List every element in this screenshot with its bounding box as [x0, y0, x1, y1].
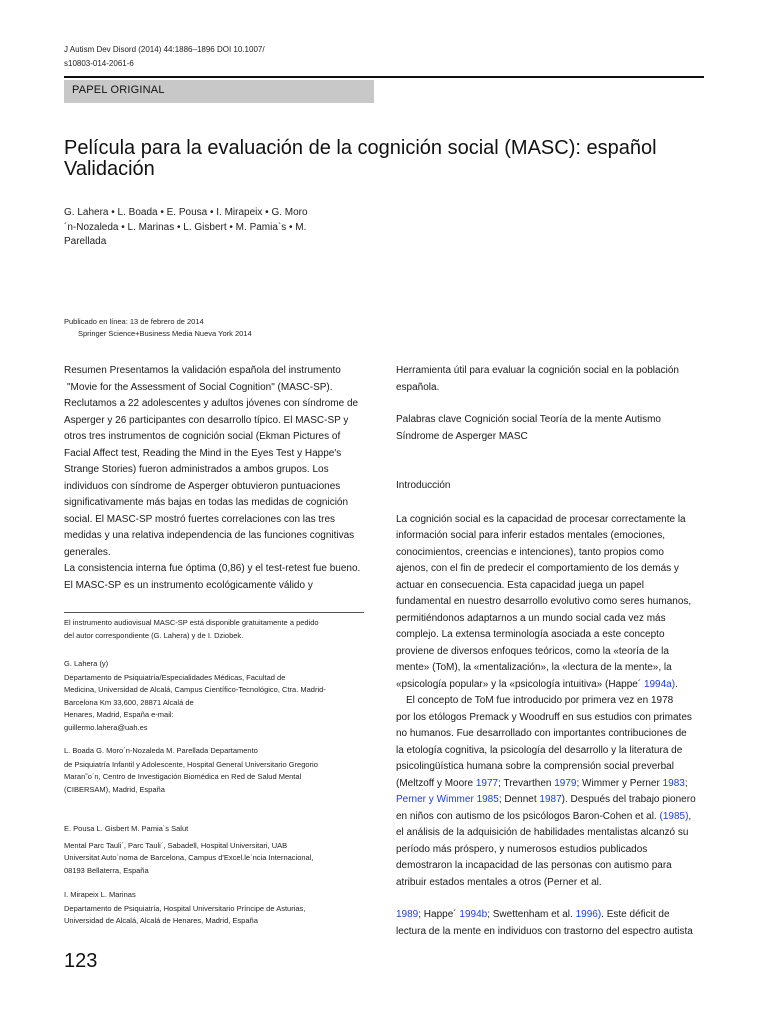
affiliation-block — [64, 745, 364, 796]
section-label: PAPEL ORIGINAL — [72, 84, 165, 96]
abstract-line: social. El MASC-SP mostró fuertes correlaciones con las tres — [64, 513, 336, 525]
keywords — [396, 412, 706, 445]
abstract-line: española. — [396, 381, 440, 393]
citation-link[interactable]: 1985 — [476, 794, 499, 805]
body-line: ajenos, con el fin de predecir el comportamiento de los demás y — [396, 563, 679, 574]
page-number: 123 — [64, 950, 98, 972]
affiliation-block — [64, 889, 364, 928]
abstract-line: generales. — [64, 546, 111, 558]
body-line: atribuir estados mentales a otros (Perner et al. — [396, 876, 602, 888]
author-line: G. Lahera • L. Boada • E. Pousa • I. Mirapeix • G. Moro — [64, 207, 308, 218]
title-line: Validación — [64, 158, 155, 180]
keywords-line: Palabras clave Cognición social Teoría de la mente Autismo — [396, 414, 661, 425]
affiliation-line: Departamento de Psiquiatría/Especialidades Médicas, Facultad de — [64, 672, 286, 682]
intro-paragraph-1 — [396, 512, 706, 694]
affiliation-line: Departamento de Psiquiatría, Hospital Universitario Príncipe de Asturias, — [64, 903, 306, 913]
abstract-line: La consistencia interna fue óptima (0,86) y el test-retest fue bueno. — [64, 563, 361, 574]
body-line — [396, 907, 706, 924]
intro-paragraph-2 — [396, 693, 706, 891]
author-line: Parellada — [64, 236, 107, 247]
affiliation-line: Henares, Madrid, España e-mail: — [64, 710, 174, 719]
intro-paragraph-3 — [396, 907, 706, 940]
abstract-line: "Movie for the Assessment of Social Cognition" (MASC-SP). — [67, 381, 333, 393]
abstract-line: Facial Affect test, Reading the Mind in the Eyes Test y Happe's — [64, 447, 342, 459]
affiliation-line: 08193 Bellaterra, España — [64, 865, 149, 875]
body-line: El concepto de ToM fue introducido por primera vez en 1978 — [406, 695, 674, 706]
affiliation-block — [64, 658, 364, 734]
body-text: «psicología popular» y la «psicología intuitiva» (Happe´ — [396, 678, 644, 690]
abstract-line: Strange Stories) fueron administrados a ambos grupos. Los — [64, 464, 329, 475]
citation-link[interactable]: 1987 — [539, 794, 562, 805]
affiliation-line: (CIBERSAM), Madrid, España — [64, 784, 165, 794]
publisher-line: Springer Science+Business Media Nueva York 2014 — [78, 329, 252, 338]
header-rule — [64, 76, 704, 78]
abstract-line: Resumen Presentamos la validación española del instrumento — [64, 365, 341, 376]
body-text: . — [675, 678, 678, 690]
abstract-line: Herramienta útil para evaluar la cognición social en la población — [396, 365, 679, 376]
abstract-line: Asperger y 26 participantes con desarrollo típico. El MASC-SP y — [64, 414, 349, 426]
body-line — [396, 809, 706, 826]
right-column — [396, 363, 706, 940]
body-line: información social para inferir estados mentales (emociones, — [396, 530, 666, 541]
body-line: el análisis de la adquisición de habilidades mentalistas alcanzó su — [396, 827, 689, 838]
citation-link[interactable]: 1994a) — [643, 678, 676, 690]
body-line: La cognición social es la capacidad de procesar correctamente la — [396, 513, 686, 525]
citation-link[interactable]: 1983 — [662, 777, 685, 789]
body-line: por los etólogos Premack y Woodruff en sus estudios con primates — [396, 711, 692, 723]
author-list — [64, 206, 394, 250]
affiliation-names: L. Boada G. Moro´n-Nozaleda M. Parellada Departamento — [64, 746, 258, 755]
affiliation-line: Mental Parc Tauli´, Parc Tauli´, Sabadell, Hospital Universitari, UAB — [64, 840, 288, 850]
body-text: , — [688, 810, 692, 822]
abstract — [64, 363, 364, 594]
affiliation-line: Maran˜o´n, Centro de Investigación Biomédica en Red de Salud Mental — [64, 772, 302, 781]
article-title — [64, 138, 704, 180]
left-column — [64, 363, 364, 594]
affiliation-line: Universitat Auto`noma de Barcelona, Campus d'Excel.le`ncia Internacional, — [64, 853, 314, 862]
citation-link[interactable]: 1979 — [554, 777, 577, 789]
doi-line: s10803-014-2061-6 — [64, 59, 134, 68]
body-text: en niños con autismo de los psicólogos Baron-Cohen et al. — [396, 810, 660, 822]
affiliation-line: Universidad de Alcalá, Alcalá de Henares, Madrid, España — [64, 916, 258, 925]
body-text: ; Dennet — [498, 794, 540, 805]
affiliation-names: E. Pousa L. Gisbert M. Pamia`s Salut — [64, 824, 189, 833]
publication-info — [64, 316, 252, 340]
body-text: ; Swettenham et al. — [487, 909, 576, 920]
journal-reference — [64, 43, 265, 71]
body-line: lectura de la mente en individuos con trastorno del espectro autista — [396, 925, 693, 937]
abstract-line: medidas y una relativa independencia de las funciones cognitivas — [64, 530, 355, 541]
affiliation-block — [64, 823, 364, 877]
body-text: ; Happe´ — [418, 909, 460, 920]
abstract-line: individuos con síndrome de Asperger obtuvieron puntuaciones — [64, 480, 341, 492]
abstract-line: Reclutamos a 22 adolescentes y adultos jóvenes con síndrome de — [64, 398, 359, 409]
footnote-line: del autor correspondiente (G. Lahera) y de I. Dziobek. — [64, 630, 244, 640]
body-line: la etología cognitiva, la psicología del desarrollo y la literatura de — [396, 744, 683, 756]
intro-heading: Introducción — [396, 480, 451, 491]
body-line: actuar en consecuencia. Esta capacidad juega un papel — [396, 579, 644, 591]
affiliation-email: guillermo.lahera@uah.es — [64, 722, 148, 732]
keywords-line: Síndrome de Asperger MASC — [396, 430, 528, 442]
citation-link[interactable]: 1994b — [459, 909, 488, 920]
body-line: proviene de diversos enfoques teóricos, como la «teoría de la — [396, 645, 669, 657]
footnote — [64, 617, 364, 642]
title-line: Película para la evaluación de la cognición social (MASC): español — [64, 137, 657, 159]
citation-link[interactable]: 1996) — [575, 909, 602, 920]
citation-link[interactable]: (1985) — [659, 810, 689, 822]
affiliation-line: de Psiquiatría Infantil y Adolescente, Hospital General Universitario Gregorio — [64, 759, 318, 769]
abstract-end — [396, 363, 706, 396]
body-line: no humanos. Fue desarrollado con importantes contribuciones de — [396, 728, 687, 739]
citation-link[interactable]: 1977 — [475, 777, 499, 789]
footnote-rule — [64, 612, 364, 613]
affiliation-line: Medicina, Universidad de Alcalá, Campus Científico-Tecnológico, Ctra. Madrid- — [64, 685, 326, 694]
body-text: ; Wimmer y Perner — [576, 777, 663, 789]
affiliation-names: G. Lahera (y) — [64, 659, 109, 668]
body-line: psicolingüística humana sobre la comprensión social preverbal — [396, 761, 674, 772]
affiliation-line: Barcelona Km 33,600, 28871 Alcalá de — [64, 697, 194, 707]
body-line: complejo. La extensa terminología asociada a este concepto — [396, 629, 665, 640]
body-line: fundamental en nuestro desarrollo evolutivo como seres humanos, — [396, 596, 692, 607]
online-date: Publicado en línea: 13 de febrero de 2014 — [64, 317, 204, 326]
body-line: permitiéndonos adaptarnos a un mundo social cada vez más — [396, 612, 666, 624]
body-text: ; — [684, 777, 688, 789]
body-line — [396, 776, 706, 793]
body-text: . Este déficit de — [601, 909, 670, 920]
abstract-line: otros tres instrumentos de cognición social (Ekman Pictures of — [64, 431, 341, 442]
affiliation-names: I. Mirapeix L. Marinas — [64, 890, 136, 899]
abstract-line: El MASC-SP es un instrumento ecológicamente válido y — [64, 579, 313, 591]
body-text: (Meltzoff y Moore — [396, 777, 476, 789]
footnote-line: El instrumento audiovisual MASC-SP está disponible gratuitamente a pedido — [64, 618, 319, 627]
body-line: conocimientos, creencias e intenciones), tanto propios como — [396, 546, 664, 558]
author-line: ´n-Nozaleda • L. Marinas • L. Gisbert • M. Pamia`s • M. — [64, 221, 307, 233]
abstract-line: significativamente más bajas en todas las medidas de cognición — [64, 497, 349, 508]
body-text: ). Después del trabajo pionero — [561, 794, 696, 805]
body-text: ; Trevarthen — [498, 777, 555, 789]
citation-link[interactable]: 1989 — [396, 909, 419, 920]
body-line: período más próspero, y numerosos estudios publicados — [396, 843, 648, 855]
body-line: mente» (ToM), la «mentalización», la «lectura de la mente», la — [396, 662, 672, 673]
section-band — [64, 80, 374, 103]
citation-link[interactable]: Perner y Wimmer — [396, 794, 477, 805]
body-line — [396, 677, 706, 694]
journal-reference-line: J Autism Dev Disord (2014) 44:1886–1896 DOI 10.1007/ — [64, 45, 265, 54]
body-line: demostraron la incapacidad de las personas con autismo para — [396, 860, 672, 871]
body-line — [396, 792, 706, 809]
